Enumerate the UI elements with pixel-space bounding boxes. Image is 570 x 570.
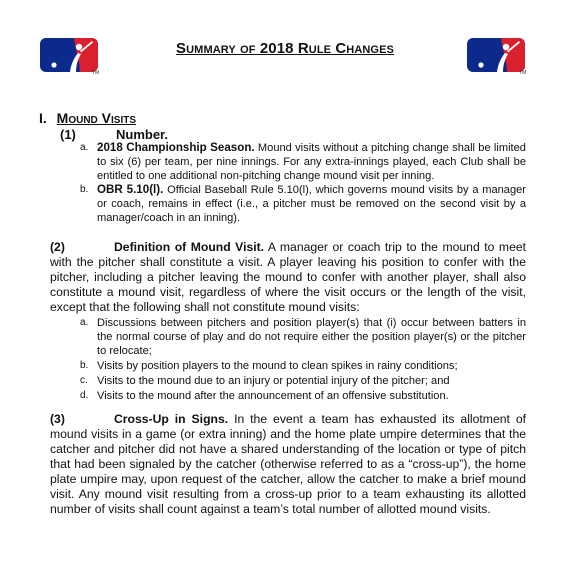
section-heading bbox=[39, 110, 136, 126]
list-item bbox=[80, 316, 526, 358]
part-1-heading bbox=[60, 127, 168, 142]
list-marker: c. bbox=[80, 375, 88, 386]
trademark-mark: TM bbox=[92, 70, 100, 76]
list-item bbox=[80, 374, 526, 388]
part-text: In the event a team has exhausted its allotment of mound visits in a game (or extra inning) and the home plate umpire determines that the catcher and pitcher did not have a shared understanding of the location or type of pitch that had been signaled by the catcher (otherwise referred to as a “cross-up”), the home plate umpire may, upon request of the catcher, allow the catcher to make a brief mound visit. Any mound visit resulting from a cross-up prior to a team exhausting its allotted number of visits shall count against a team’s total number of allotted mound visits. bbox=[50, 412, 526, 516]
list-marker: a. bbox=[80, 317, 89, 328]
list-item bbox=[80, 141, 526, 183]
part-number: (1) bbox=[60, 127, 76, 142]
item-text: Official Baseball Rule 5.10(l), which governs mound visits by a manager or coach, remains in effect (i.e., a pitcher must be removed on the second visit by a manager/coach in an inning). bbox=[97, 184, 526, 224]
part-1-list bbox=[80, 141, 526, 225]
item-text: Visits to the mound after the announcement of an offensive substitution. bbox=[97, 390, 449, 402]
section-number: I. bbox=[39, 110, 47, 126]
list-marker: b. bbox=[80, 360, 89, 371]
item-text: Mound visits without a pitching change shall be limited to six (6) per team, per nine innings. For any extra-innings played, each Club shall be entitled to one additional non-pitching change mound visit per inning. bbox=[97, 142, 526, 182]
part-number: (2) bbox=[50, 240, 65, 254]
list-marker: a. bbox=[80, 142, 89, 153]
part-number: (3) bbox=[50, 412, 65, 426]
part-heading-text: Number. bbox=[116, 127, 169, 142]
part-3-paragraph bbox=[50, 412, 526, 517]
list-item bbox=[80, 183, 526, 225]
list-item bbox=[80, 389, 526, 403]
section-title: Mound Visits bbox=[56, 110, 137, 126]
item-text: Visits by position players to the mound to clean spikes in rainy conditions; bbox=[97, 360, 458, 372]
part-heading-text: Cross-Up in Signs. bbox=[114, 412, 229, 426]
list-marker: b. bbox=[80, 184, 89, 195]
part-text: A manager or coach trip to the mound to meet with the pitcher shall constitute a visit. A player leaving his position to confer with the pitcher, including a pitcher leaving the mound to confer with another player, shall also constitute a mound visit, regardless of where the visit occurs or the length of the visit, except that the following shall not constitute mound visits: bbox=[50, 240, 527, 314]
item-text: Discussions between pitchers and position player(s) that (i) occur between batters in the normal course of play and do not require either the position player(s) or the pitcher to relocate; bbox=[97, 317, 526, 357]
part-heading-text: Definition of Mound Visit. bbox=[114, 240, 265, 254]
trademark-mark: TM bbox=[519, 70, 527, 76]
item-label: OBR 5.10(l). bbox=[97, 183, 164, 196]
part-2-paragraph bbox=[50, 240, 526, 315]
item-text: Visits to the mound due to an injury or potential injury of the pitcher; and bbox=[97, 375, 450, 387]
item-label: 2018 Championship Season. bbox=[97, 141, 255, 154]
part-2-list bbox=[80, 316, 526, 403]
list-item bbox=[80, 359, 526, 373]
document-title: Summary of 2018 Rule Changes bbox=[176, 40, 394, 57]
list-marker: d. bbox=[80, 390, 89, 401]
